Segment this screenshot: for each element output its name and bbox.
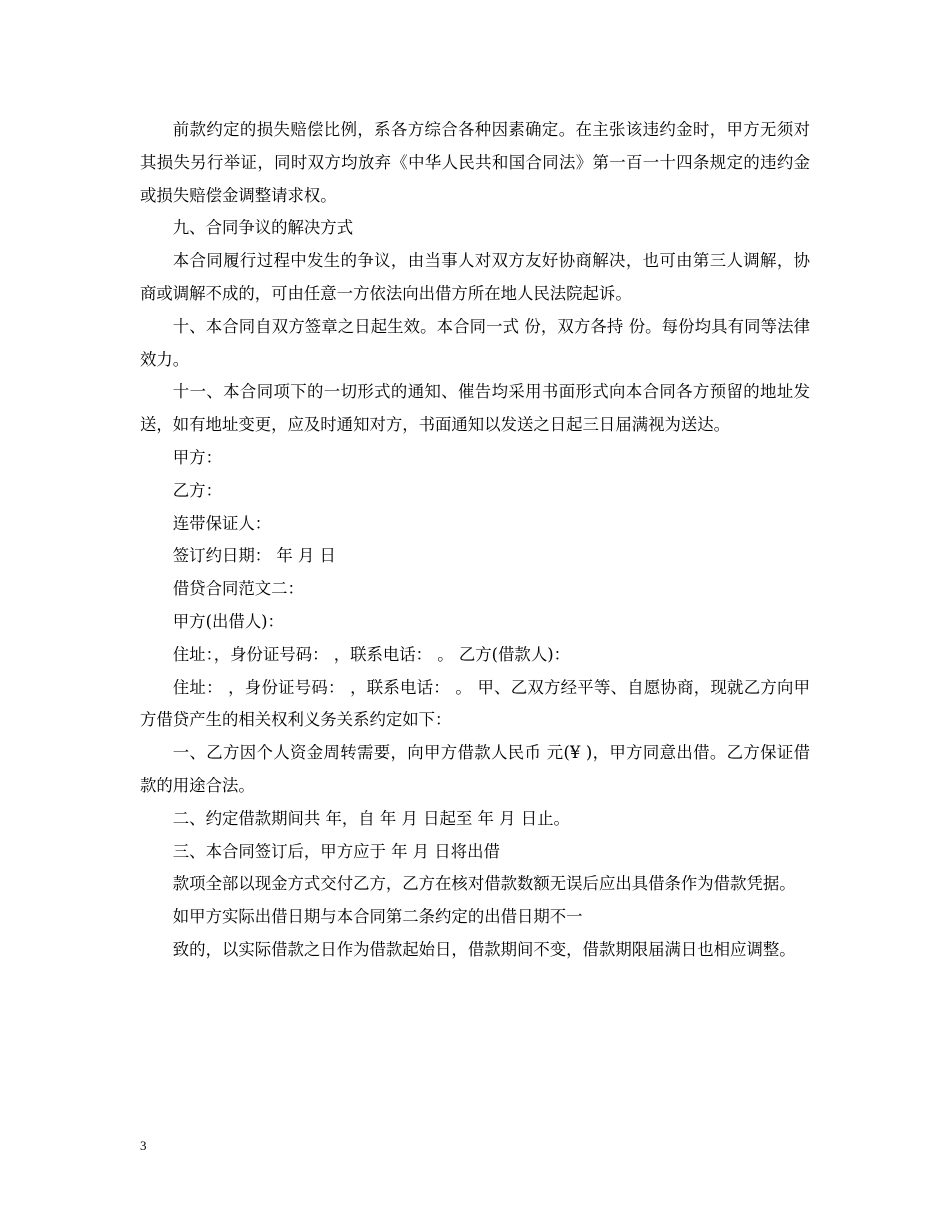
paragraph: 款项全部以现金方式交付乙方，乙方在核对借款数额无误后应出具借条作为借款凭据。 bbox=[172, 874, 796, 894]
paragraph: 住址： ，身份证号码： ，联系电话： 。 甲、乙双方经平等、自愿协商，现就乙方向甲方借贷产生的相关权利义务关系约定如下： bbox=[140, 677, 810, 730]
document-body bbox=[140, 114, 810, 967]
section-heading: 九、合同争议的解决方式 bbox=[172, 218, 354, 238]
paragraph: 十一、本合同项下的一切形式的通知、催告均采用书面形式向本合同各方预留的地址发送，如有地址变更，应及时通知对方，书面通知以发送之日起三日届满视为送达。 bbox=[140, 382, 810, 435]
signing-date-line: 签订约日期： 年 月 日 bbox=[172, 546, 336, 566]
paragraph: 致的，以实际借款之日作为借款起始日，借款期间不变，借款期限届满日也相应调整。 bbox=[172, 939, 796, 959]
party-a-details-line: 住址：，身份证号码： ，联系电话： 。 乙方(借款人)： bbox=[172, 644, 570, 664]
paragraph: 前款约定的损失赔偿比例，系各方综合各种因素确定。在主张该违约金时，甲方无须对其损失另行举证，同时双方均放弃《中华人民共和国合同法》第一百一十四条规定的违约金或损失赔偿金调整请求权。 bbox=[140, 120, 810, 205]
section-heading: 借贷合同范文二： bbox=[172, 579, 304, 599]
paragraph: 如甲方实际出借日期与本合同第二条约定的出借日期不一 bbox=[172, 907, 583, 927]
signature-line-party-a: 甲方： bbox=[172, 447, 222, 467]
party-a-line: 甲方(出借人)： bbox=[172, 611, 284, 631]
paragraph: 二、约定借款期间共 年，自 年 月 日起至 年 月 日止。 bbox=[172, 808, 570, 828]
page-number: 3 bbox=[140, 1138, 147, 1153]
paragraph: 一、乙方因个人资金周转需要，向甲方借款人民币 元(¥ )，甲方同意出借。乙方保证借款的用途合法。 bbox=[140, 743, 810, 795]
signature-line-guarantor: 连带保证人： bbox=[172, 513, 272, 533]
paragraph: 三、本合同签订后，甲方应于 年 月 日将出借 bbox=[172, 841, 500, 861]
paragraph: 本合同履行过程中发生的争议，由当事人对双方友好协商解决，也可由第三人调解，协商或调解不成的，可由任意一方依法向出借方所在地人民法院起诉。 bbox=[140, 251, 810, 303]
signature-line-party-b: 乙方： bbox=[172, 480, 222, 500]
paragraph: 十、本合同自双方签章之日起生效。本合同一式 份，双方各持 份。每份均具有同等法律效力。 bbox=[140, 316, 810, 369]
